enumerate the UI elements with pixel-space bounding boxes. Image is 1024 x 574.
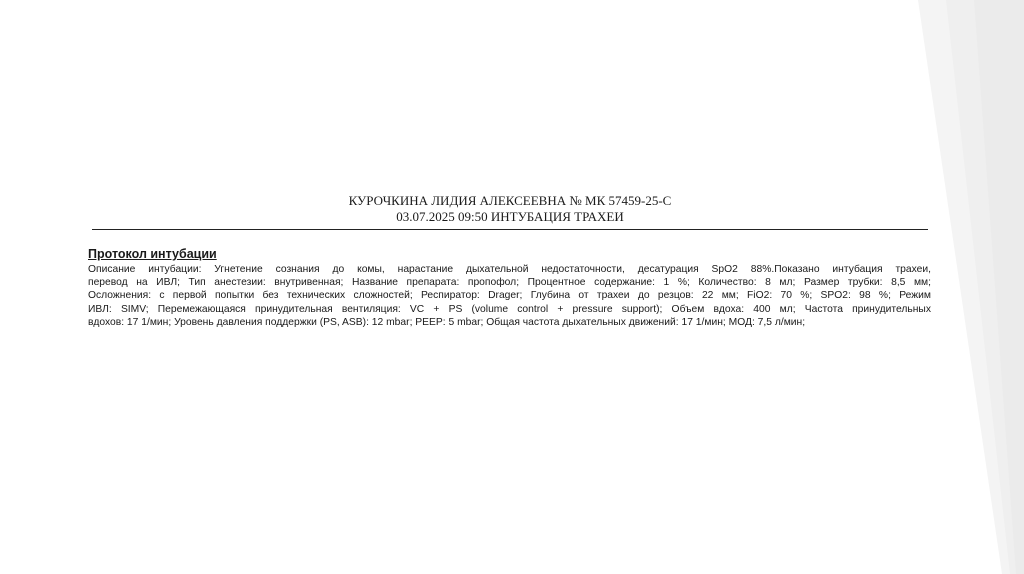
event-datetime-line: 03.07.2025 09:50 ИНТУБАЦИЯ ТРАХЕИ	[396, 209, 624, 224]
protocol-line: перевод на ИВЛ; Тип анестезии: внутривенная; Название препарата: пропофол; Процентное содержание: 1 %; Количество: 8 мл; Размер трубки: 8,5 мм;	[88, 277, 931, 289]
protocol-line: вдохов: 17 1/мин; Уровень давления поддержки (PS, ASB): 12 mbar; PEEP: 5 mbar; Общая частота дыхательных движений: 17 1/мин; МОД: 7,5 л/мин;	[88, 316, 806, 328]
protocol-line: ИВЛ: SIMV; Перемежающаяся принудительная вентиляция: VC + PS (volume control + pressure support); Объем вдоха: 400 мл; Частота принудительных	[88, 303, 931, 315]
protocol-title: Протокол интубации	[88, 247, 217, 261]
protocol-body	[88, 263, 931, 329]
intubation-protocol-section	[88, 246, 931, 329]
header-divider	[92, 229, 928, 230]
protocol-line: Описание интубации: Угнетение сознания до комы, нарастание дыхательной недостаточности, десатурация SpO2 88%.Показано интубация трахеи,	[88, 264, 931, 275]
patient-name-line: КУРОЧКИНА ЛИДИЯ АЛЕКСЕЕВНА № МК 57459-25-С	[348, 193, 672, 208]
document-header	[92, 193, 928, 225]
protocol-line: Осложнения: с первой попытки без технических сложностей; Респиратор: Drager; Глубина от трахеи до резцов: 22 мм; FiO2: 70 %; SPO2: 98 %; Режим	[88, 290, 931, 302]
